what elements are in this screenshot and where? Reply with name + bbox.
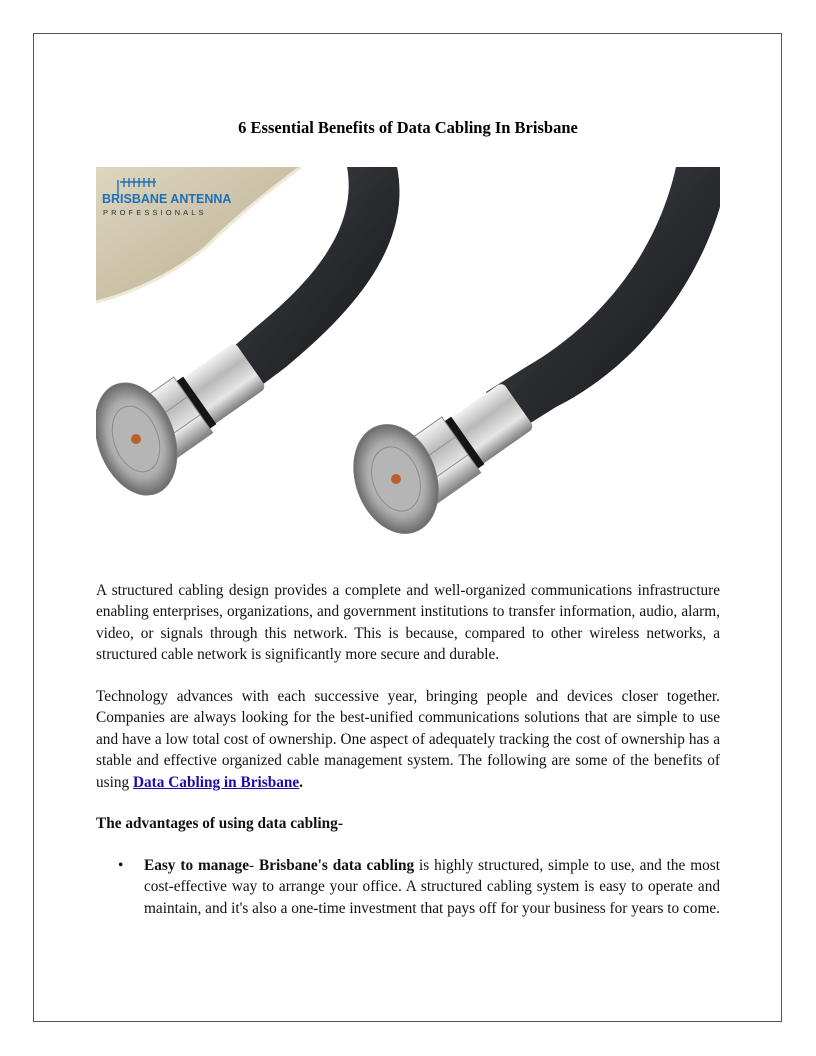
backdrop-corner — [96, 167, 301, 302]
bullet-text: is highly structured, simple to use, and the most cost-effective way to arrange your office. A structured cabling system is easy to operate and maintain, and it's also a one-time investment that pays off for your business for years to come. — [144, 857, 720, 917]
advantages-subheading: The advantages of using data cabling- — [96, 815, 343, 832]
technology-paragraph — [96, 686, 720, 793]
bullet-separator: - — [249, 857, 259, 874]
page-title: 6 Essential Benefits of Data Cabling In Brisbane — [238, 118, 578, 137]
advantages-list — [96, 855, 720, 919]
bullet-bold-phrase: Brisbane's data cabling — [259, 857, 415, 874]
technology-paragraph-end: . — [299, 773, 303, 791]
logo-line2: PROFESSIONALS — [103, 208, 207, 217]
bullet-icon: • — [118, 857, 124, 874]
bullet-lead: Easy to manage — [144, 857, 249, 874]
logo-line1: BRISBANE ANTENNA — [102, 192, 232, 206]
intro-paragraph: A structured cabling design provides a complete and well-organized communications infrastructure enabling enterprises, organizations, and government institutions to transfer information, audio, alarm, video, or signals through this network. This is because, compared to other wireless networks, a structured cable network is significantly more secure and durable. — [96, 582, 720, 664]
technology-paragraph-text: Technology advances with each successive year, bringing people and devices closer together. Companies are always looking for the best-unified communications solutions that are simple to use and have a low total cost of ownership. One aspect of adequately tracking the cost of ownership has a stable and effective organized cable management system. The following are some of the benefits of using — [96, 688, 720, 791]
cable-right — [486, 167, 720, 432]
list-item — [96, 855, 720, 919]
connector-right — [339, 377, 538, 545]
hero-image — [96, 167, 720, 556]
data-cabling-link[interactable]: Data Cabling in Brisbane — [132, 773, 300, 791]
connector-left — [96, 337, 270, 507]
